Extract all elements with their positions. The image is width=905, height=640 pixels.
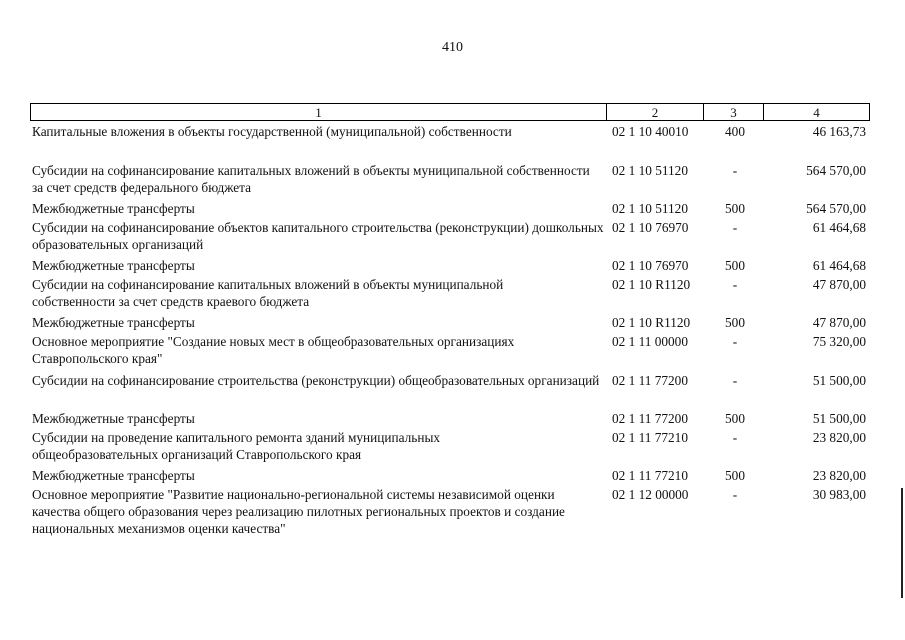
row-sum: 23 820,00: [812, 430, 866, 445]
row-type: -: [732, 430, 738, 445]
row-code: 02 1 10 76970: [612, 220, 689, 235]
row-code: 02 1 10 R1120: [612, 315, 691, 330]
row-type: -: [732, 163, 738, 178]
row-sum: 30 983,00: [812, 487, 866, 502]
row-code: 02 1 10 51120: [612, 201, 688, 216]
page-number: 410: [442, 40, 463, 55]
row-name: Основное мероприятие "Создание новых мест в общеобразовательных организациях Ставропольского края": [32, 334, 515, 366]
row-type: -: [732, 220, 738, 235]
row-code: 02 1 10 40010: [612, 124, 689, 139]
row-code: 02 1 10 76970: [612, 258, 689, 273]
row-type: 500: [725, 468, 745, 483]
row-sum: 51 500,00: [812, 411, 866, 426]
row-code: 02 1 11 77200: [612, 373, 688, 388]
row-code: 02 1 11 77210: [612, 430, 688, 445]
row-name: Субсидии на проведение капитального ремонта зданий муниципальных общеобразовательных организаций Ставропольского края: [32, 430, 441, 462]
header-col-2: 2: [607, 104, 704, 120]
row-type: 500: [725, 411, 745, 426]
row-sum: 47 870,00: [812, 315, 866, 330]
row-name: Межбюджетные трансферты: [32, 411, 195, 426]
row-sum: 23 820,00: [812, 468, 866, 483]
row-type: 400: [725, 124, 745, 139]
row-sum: 61 464,68: [812, 220, 866, 235]
row-name: Межбюджетные трансферты: [32, 468, 195, 483]
row-type: 500: [725, 258, 745, 273]
row-sum: 61 464,68: [812, 258, 866, 273]
row-code: 02 1 11 00000: [612, 334, 688, 349]
row-name: Основное мероприятие "Развитие национально-региональной системы независимой оценки качества общего образования через реализацию пилотных региональных проектов и создание национальных механизмов оценки качества": [32, 487, 565, 536]
header-col-1: 1: [31, 104, 607, 120]
row-type: -: [732, 277, 738, 292]
row-code: 02 1 10 51120: [612, 163, 688, 178]
row-code: 02 1 11 77210: [612, 468, 688, 483]
row-type: 500: [725, 201, 745, 216]
row-name: Межбюджетные трансферты: [32, 315, 195, 330]
row-type: -: [732, 334, 738, 349]
row-sum: 75 320,00: [812, 334, 866, 349]
header-col-3: 3: [704, 104, 764, 120]
row-code: 02 1 11 77200: [612, 411, 688, 426]
row-type: -: [732, 373, 738, 388]
scan-edge-mark: [901, 488, 903, 598]
row-code: 02 1 10 R1120: [612, 277, 691, 292]
row-name: Субсидии на софинансирование капитальных вложений в объекты муниципальной собственности за счет средств федерального бюджета: [32, 163, 590, 195]
table-header: [30, 103, 870, 121]
header-col-4: 4: [813, 105, 820, 120]
row-name: Капитальные вложения в объекты государственной (муниципальной) собственности: [32, 124, 512, 139]
row-name: Межбюджетные трансферты: [32, 258, 195, 273]
row-type: 500: [725, 315, 745, 330]
row-name: Субсидии на софинансирование строительства (реконструкции) общеобразовательных организаций: [32, 373, 600, 388]
row-sum: 564 570,00: [806, 163, 866, 178]
row-code: 02 1 12 00000: [612, 487, 689, 502]
row-sum: 47 870,00: [812, 277, 866, 292]
row-name: Субсидии на софинансирование объектов капитального строительства (реконструкции) дошкольных образовательных организаций: [32, 220, 604, 252]
row-name: Межбюджетные трансферты: [32, 201, 195, 216]
row-type: -: [732, 487, 738, 502]
row-sum: 564 570,00: [806, 201, 866, 216]
row-name: Субсидии на софинансирование капитальных вложений в объекты муниципальной собственности за счет средств краевого бюджета: [32, 277, 504, 309]
row-sum: 51 500,00: [812, 373, 866, 388]
row-sum: 46 163,73: [812, 124, 866, 139]
